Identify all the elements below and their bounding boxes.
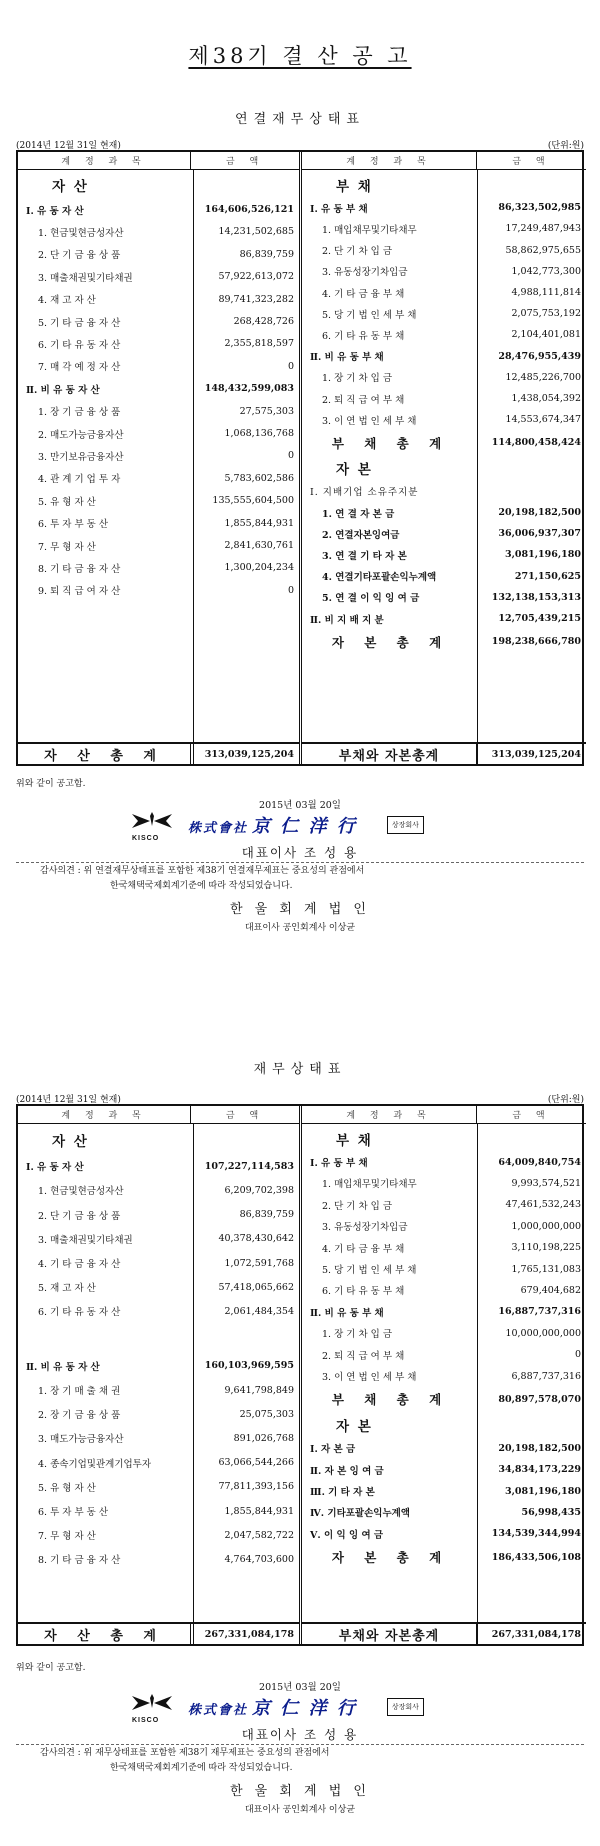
company-signature (128, 810, 472, 840)
amount-value: 1,068,136,768 (224, 428, 294, 440)
assets-column (18, 1106, 302, 1644)
amount-value: 0 (287, 450, 294, 462)
consolidated-title: 연결재무상태표 (235, 112, 365, 127)
amount-value: 4,988,111,814 (511, 287, 581, 299)
total-liabilities-equity-row: 부채와 자본총계 313,039,125,204 (302, 742, 586, 764)
period: (2014년 12월 31일 현재) (16, 1095, 121, 1105)
table-row (18, 1154, 299, 1178)
amount-value: 34,834,173,229 (498, 1464, 581, 1476)
account-name: Ⅲ. 기 타 자 본 (310, 1487, 375, 1499)
amount-value: 77,811,393,156 (218, 1481, 294, 1493)
table-row (302, 1173, 586, 1194)
table-row (302, 1365, 586, 1386)
separate-balance-sheet (16, 1104, 584, 1646)
account-name: 2. 장 기 금 융 상 품 (38, 1410, 121, 1422)
table-row (302, 1258, 586, 1279)
audit-opinion: 감사의견 : 위 연결재무상태표를 포함한 제38기 연결재무제표는 중요성의 관점에서 한국채택국제회계기준에 따라 작성되었습니다. (40, 866, 365, 891)
amount-value: 57,922,613,072 (218, 271, 294, 283)
unit: (단위:원) (547, 141, 584, 151)
amount-value: 4,764,703,600 (224, 1553, 294, 1565)
table-row (18, 221, 299, 243)
table-row (18, 579, 299, 601)
amount-value: 5,783,602,586 (224, 472, 294, 484)
amount-value: 2,047,582,722 (224, 1529, 294, 1541)
account-name: Ⅰ. 유 동 부 채 (310, 1158, 368, 1170)
table-row (18, 534, 299, 556)
account-name: 부 채 총 계 (331, 435, 450, 451)
amount-value: 0 (574, 1349, 581, 1361)
amount-value: 1,438,054,392 (511, 393, 581, 405)
account-name: Ⅰ. 자 본 금 (310, 1444, 356, 1456)
table-row (302, 1412, 586, 1437)
table-row (302, 409, 586, 430)
amount-value: 3,081,196,180 (504, 549, 581, 561)
amount-value: 6,209,702,398 (224, 1184, 294, 1196)
amount-value: 107,227,114,583 (204, 1160, 294, 1172)
company-name: 株式會社 京 仁 洋 行 (188, 816, 357, 837)
amount-value: 12,705,439,215 (498, 613, 581, 625)
notice-date: 2015년 03월 20일 (259, 800, 341, 811)
liabilities-equity-column (302, 1106, 586, 1644)
assets-rows (18, 1124, 299, 1644)
account-name: Ⅱ. 비 유 동 자 산 (26, 1361, 100, 1373)
account-name: 5. 당 기 법 인 세 부 채 (322, 1265, 417, 1277)
table-row (302, 1194, 586, 1215)
amount-value: 1,042,773,300 (511, 265, 581, 277)
account-name: Ⅱ. 비 유 동 자 산 (26, 384, 100, 396)
assets-rows (18, 170, 299, 764)
table-row (18, 1126, 299, 1154)
table-row (302, 1280, 586, 1301)
unit: (단위:원) (547, 1095, 584, 1105)
table-row (302, 1344, 586, 1365)
table-row (18, 1299, 299, 1323)
amount-value: 1,072,591,768 (224, 1257, 294, 1269)
company-signature (128, 1692, 472, 1722)
amount-value: 28,476,955,439 (498, 350, 581, 362)
amount-value: 86,323,502,985 (498, 202, 581, 214)
amount-value: 134,539,344,994 (491, 1528, 581, 1540)
account-name: 자 본 총 계 (331, 1550, 450, 1566)
account-name: 1. 매입채무및기타채무 (322, 224, 417, 236)
amount-value: 63,066,544,266 (218, 1457, 294, 1469)
account-name: 2. 단 기 금 융 상 품 (38, 1210, 121, 1222)
amount-value: 1,855,844,931 (224, 517, 294, 529)
account-name: 2. 매도가능금융자산 (38, 429, 124, 441)
table-row (302, 1523, 586, 1544)
table-row (302, 218, 586, 239)
company-ceo: 대표이사 조 성 용 (241, 845, 359, 860)
table-row (18, 378, 299, 400)
consolidated-balance-sheet (16, 150, 584, 766)
amount-value: 58,862,975,655 (505, 244, 581, 256)
total-row (302, 430, 586, 455)
table-row (18, 1499, 299, 1523)
account-name: 1. 장 기 매 출 채 권 (38, 1386, 121, 1398)
table-row (302, 523, 586, 544)
account-name: 3. 유동성장기차입금 (322, 1222, 408, 1234)
table-row (302, 1438, 586, 1459)
table-row (18, 1451, 299, 1475)
account-name: 6. 기 타 유 동 부 채 (322, 1286, 405, 1298)
amount-value: 16,887,737,316 (498, 1306, 581, 1318)
amount-value: 20,198,182,500 (498, 507, 581, 519)
amount-value: 0 (287, 360, 294, 372)
account-name: 3. 이 연 법 인 세 부 채 (322, 415, 417, 427)
table-row (18, 198, 299, 220)
amount-value: 40,378,430,642 (218, 1233, 294, 1245)
table-row (18, 1426, 299, 1450)
account-name: 2. 퇴 직 급 여 부 채 (322, 394, 405, 406)
table-row (18, 1227, 299, 1251)
amount-value: 2,075,753,192 (511, 308, 581, 320)
account-name: 4. 기 타 금 융 자 산 (38, 1259, 121, 1271)
amount-value: 3,081,196,180 (504, 1485, 581, 1497)
account-name: 6. 기 타 유 동 자 산 (38, 1307, 121, 1319)
table-row (18, 288, 299, 310)
account-name: 4. 기 타 금 융 부 채 (322, 1243, 405, 1255)
table-row (18, 1402, 299, 1426)
account-name: 5. 기 타 금 융 자 산 (38, 317, 121, 329)
auditor-name: 한 울 회 계 법 인 (229, 902, 370, 917)
table-row (302, 172, 586, 197)
liabilities-equity-rows (302, 170, 586, 764)
table-row (302, 261, 586, 282)
account-name: Ⅱ. 비 지 배 지 분 (310, 614, 384, 626)
account-name: Ⅱ. 비 유 동 부 채 (310, 1307, 384, 1319)
amount-value: 14,231,502,685 (218, 226, 294, 238)
account-name: 8. 기 타 금 융 자 산 (38, 1555, 121, 1567)
account-name: 7. 무 형 자 산 (38, 541, 96, 553)
column-header: 계 정 과 목 금 액 (302, 1106, 586, 1124)
table-row (302, 456, 586, 481)
amount-value: 679,404,682 (520, 1284, 581, 1296)
table-row (18, 400, 299, 422)
amount-value: 132,138,153,313 (491, 591, 581, 603)
divider (16, 1744, 584, 1745)
table-row (302, 240, 586, 261)
listed-company-badge: 상장회사 (387, 816, 424, 834)
account-name: Ⅰ. 유 동 자 산 (26, 1162, 84, 1174)
table-row (302, 1151, 586, 1172)
amount-value: 47,461,532,243 (505, 1199, 581, 1211)
account-name: 자 본 총 계 (331, 634, 450, 650)
account-name: 부 채 총 계 (331, 1392, 450, 1408)
account-name: 3. 만기보유금융자산 (38, 451, 124, 463)
account-name: 1. 매입채무및기타채무 (322, 1179, 417, 1191)
table-row (302, 388, 586, 409)
total-assets-row: 자 산 총 계 267,331,084,178 (18, 1622, 299, 1644)
account-name: 4. 재 고 자 산 (38, 295, 96, 307)
amount-value: 27,575,303 (239, 405, 294, 417)
assets-column (18, 152, 302, 764)
amount-value: 135,555,604,500 (212, 495, 294, 507)
table-row (302, 282, 586, 303)
audit-opinion: 감사의견 : 위 재무상태표를 포함한 제38기 재무제표는 중요성의 관점에서 한국채택국제회계기준에 따라 작성되었습니다. (40, 1748, 330, 1773)
account-name: 7. 무 형 자 산 (38, 1531, 96, 1543)
table-row (18, 172, 299, 198)
table-row (18, 1203, 299, 1227)
table-row (302, 1323, 586, 1344)
table-row (18, 1275, 299, 1299)
table-row (18, 310, 299, 332)
account-name: 2. 단 기 금 융 상 품 (38, 250, 121, 262)
table-row (302, 608, 586, 629)
table-row (302, 502, 586, 523)
account-name: 4. 관 계 기 업 투 자 (38, 474, 121, 486)
account-name: 5. 연 결 이 익 잉 여 금 (322, 593, 420, 605)
auditor-ceo: 대표이사 공인회계사 이상균 (244, 1805, 356, 1815)
table-row (18, 467, 299, 489)
liabilities-equity-column (302, 152, 586, 764)
table-row (302, 1126, 586, 1151)
account-name: 5. 당 기 법 인 세 부 채 (322, 309, 417, 321)
table-row (18, 1178, 299, 1202)
amount-value: 89,741,323,282 (218, 293, 294, 305)
amount-value: 3,110,198,225 (511, 1242, 581, 1254)
amount-value: 268,428,726 (233, 316, 294, 328)
table-row (302, 544, 586, 565)
table-row (18, 445, 299, 467)
table-row (18, 422, 299, 444)
table-row (18, 1378, 299, 1402)
account-name: 부 채 (336, 1132, 373, 1149)
table-row (302, 324, 586, 345)
amount-value: 2,061,484,354 (224, 1305, 294, 1317)
total-liabilities-equity-row: 부채와 자본총계 267,331,084,178 (302, 1622, 586, 1644)
notice-text: 위와 같이 공고함. (16, 779, 86, 789)
total-row (302, 1545, 586, 1570)
table-row (18, 1475, 299, 1499)
amount-value: 6,887,737,316 (511, 1370, 581, 1382)
divider (16, 862, 584, 863)
amount-value: 25,075,303 (239, 1408, 294, 1420)
total-row (302, 1387, 586, 1412)
account-name: 2. 단 기 차 입 금 (322, 1200, 393, 1212)
account-name: 3. 연 결 기 타 자 본 (322, 550, 407, 562)
account-name: Ⅰ. 유 동 자 산 (26, 205, 84, 217)
account-name: 5. 재 고 자 산 (38, 1283, 96, 1295)
account-name: 3. 이 연 법 인 세 부 채 (322, 1372, 417, 1384)
account-name: 8. 기 타 금 융 자 산 (38, 563, 121, 575)
account-name: Ⅱ. 자 본 잉 여 금 (310, 1465, 384, 1477)
account-name: Ⅰ. 지배기업 소유주지분 (310, 487, 419, 499)
table-row (302, 346, 586, 367)
company-name: 株式會社 京 仁 洋 行 (188, 1698, 357, 1719)
table-row (302, 303, 586, 324)
table-row (18, 512, 299, 534)
account-name: 1. 연 결 자 본 금 (322, 508, 395, 520)
amount-value: 164,606,526,121 (204, 204, 294, 216)
amount-value: 186,433,506,108 (491, 1551, 581, 1563)
kisco-logo-icon: KISCO (128, 810, 176, 840)
account-name: 2. 단 기 차 입 금 (322, 246, 393, 258)
amount-value: 2,355,818,597 (224, 338, 294, 350)
account-name: 1. 장 기 금 융 상 품 (38, 407, 121, 419)
amount-value: 86,839,759 (239, 248, 294, 260)
auditor-name: 한 울 회 계 법 인 (229, 1784, 370, 1799)
account-name: Ⅰ. 유 동 부 채 (310, 203, 368, 215)
total-assets-row: 자 산 총 계 313,039,125,204 (18, 742, 299, 764)
account-name: 4. 연결기타포괄손익누계액 (322, 572, 437, 584)
table-row (18, 333, 299, 355)
account-name: Ⅱ. 비 유 동 부 채 (310, 352, 384, 364)
account-name: 1. 현금및현금성자산 (38, 1186, 124, 1198)
account-name: 3. 매출채권및기타채권 (38, 272, 133, 284)
account-name: 5. 유 형 자 산 (38, 496, 96, 508)
table-row (18, 1354, 299, 1378)
column-header: 계 정 과 목 금 액 (302, 152, 586, 170)
amount-value: 12,485,226,700 (505, 371, 581, 383)
total-row (302, 629, 586, 654)
notice-text: 위와 같이 공고함. (16, 1663, 86, 1673)
amount-value: 80,897,578,070 (498, 1393, 581, 1405)
account-name: 1. 장 기 차 입 금 (322, 1329, 393, 1341)
table-row (18, 1251, 299, 1275)
amount-value: 20,198,182,500 (498, 1442, 581, 1454)
account-name: Ⅴ. 이 익 잉 여 금 (310, 1529, 384, 1541)
amount-value: 2,841,630,761 (224, 540, 294, 552)
account-name: 3. 매도가능금융자산 (38, 1434, 124, 1446)
account-name: 4. 기 타 금 융 부 채 (322, 288, 405, 300)
amount-value: 2,104,401,081 (511, 329, 581, 341)
amount-value: 14,553,674,347 (505, 414, 581, 426)
table-row (302, 566, 586, 587)
account-name: 6. 투 자 부 동 산 (38, 1507, 109, 1519)
table-row (302, 367, 586, 388)
account-name: 1. 장 기 차 입 금 (322, 373, 393, 385)
amount-value: 160,103,969,595 (204, 1360, 294, 1372)
table-row (302, 481, 586, 502)
separate-title: 재무상태표 (253, 1062, 347, 1077)
amount-value: 891,026,768 (233, 1432, 294, 1444)
account-name: 2. 연결자본잉여금 (322, 529, 400, 541)
table-row (18, 266, 299, 288)
period: (2014년 12월 31일 현재) (16, 141, 121, 151)
page-title: 제38기 결 산 공 고 (188, 44, 412, 68)
account-name: 자 산 (52, 1134, 89, 1151)
account-name: 자 본 (336, 1418, 373, 1435)
kisco-logo-icon: KISCO (128, 1692, 176, 1722)
table-row (302, 197, 586, 218)
account-name: 6. 기 타 유 동 자 산 (38, 339, 121, 351)
amount-value: 9,993,574,521 (511, 1177, 581, 1189)
amount-value: 56,998,435 (521, 1506, 581, 1518)
table-row (18, 490, 299, 512)
column-header: 계 정 과 목 금 액 (18, 1106, 299, 1124)
account-name: 2. 퇴 직 급 여 부 채 (322, 1350, 405, 1362)
notice-date: 2015년 03월 20일 (259, 1682, 341, 1693)
table-row (18, 243, 299, 265)
account-name: 4. 종속기업및관계기업투자 (38, 1458, 152, 1470)
account-name: 자 산 (52, 179, 89, 196)
account-name: 1. 현금및현금성자산 (38, 227, 124, 239)
table-row (302, 1301, 586, 1322)
amount-value: 64,009,840,754 (498, 1156, 581, 1168)
amount-value: 271,150,625 (514, 570, 581, 582)
table-row (18, 1547, 299, 1571)
table-row (302, 1237, 586, 1258)
account-name: 6. 투 자 부 동 산 (38, 519, 109, 531)
table-row (302, 1216, 586, 1237)
account-name: 5. 유 형 자 산 (38, 1482, 96, 1494)
account-name: 3. 매출채권및기타채권 (38, 1234, 133, 1246)
table-row (18, 355, 299, 377)
account-name: 7. 매 각 예 정 자 산 (38, 362, 121, 374)
account-name: 6. 기 타 유 동 부 채 (322, 330, 405, 342)
amount-value: 198,238,666,780 (491, 636, 581, 648)
amount-value: 10,000,000,000 (505, 1327, 581, 1339)
company-ceo: 대표이사 조 성 용 (241, 1727, 359, 1742)
table-row (18, 1324, 299, 1354)
listed-company-badge: 상장회사 (387, 1698, 424, 1716)
amount-value: 36,006,937,307 (498, 528, 581, 540)
table-row (302, 1459, 586, 1480)
auditor-ceo: 대표이사 공인회계사 이상균 (244, 923, 356, 933)
liabilities-equity-rows (302, 1124, 586, 1644)
table-row (302, 1480, 586, 1501)
amount-value: 57,418,065,662 (218, 1281, 294, 1293)
amount-value: 0 (287, 584, 294, 596)
table-row (18, 557, 299, 579)
account-name: Ⅳ. 기타포괄손익누계액 (310, 1508, 410, 1520)
amount-value: 1,000,000,000 (511, 1220, 581, 1232)
column-header: 계 정 과 목 금 액 (18, 152, 299, 170)
amount-value: 86,839,759 (239, 1209, 294, 1221)
table-row (302, 587, 586, 608)
account-name: 자 본 (336, 462, 373, 479)
amount-value: 17,249,487,943 (505, 223, 581, 235)
amount-value: 1,855,844,931 (224, 1505, 294, 1517)
amount-value: 1,765,131,083 (511, 1263, 581, 1275)
table-row (302, 1502, 586, 1523)
amount-value: 1,300,204,234 (224, 562, 294, 574)
account-name: 9. 퇴 직 급 여 자 산 (38, 586, 121, 598)
amount-value: 114,800,458,424 (491, 437, 581, 449)
account-name: 부 채 (336, 178, 373, 195)
table-row (18, 1523, 299, 1547)
account-name: 3. 유동성장기차입금 (322, 267, 408, 279)
amount-value: 148,432,599,083 (204, 383, 294, 395)
amount-value: 9,641,798,849 (224, 1384, 294, 1396)
